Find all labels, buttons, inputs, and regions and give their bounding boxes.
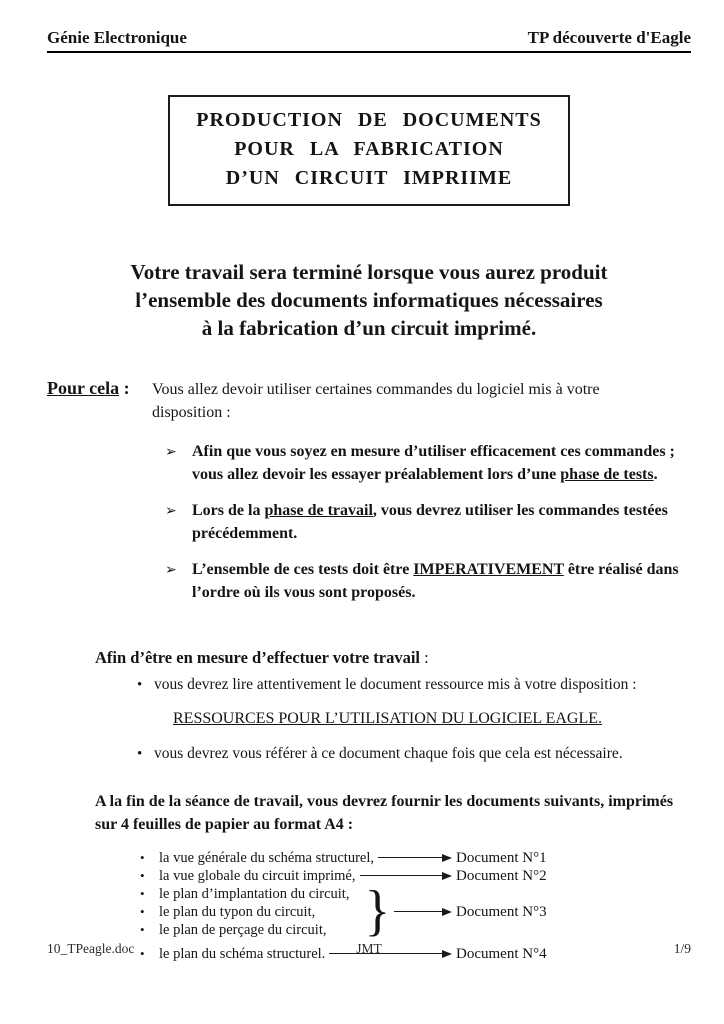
intro-line-1: Votre travail sera terminé lorsque vous aurez produit	[130, 260, 608, 284]
directive-text: L’ensemble de ces tests doit être IMPERATIVEMENT être réalisé dans l’ordre où ils vous sont proposés.	[192, 561, 679, 601]
bullet-icon: •	[140, 922, 145, 937]
footer-filename: 10_TPeagle.doc	[47, 941, 135, 956]
intro-line-2: l’ensemble des documents informatiques nécessaires	[135, 288, 603, 312]
page-footer	[47, 941, 691, 957]
bullet-icon: •	[140, 946, 145, 961]
deliverable-item: • le plan du typon du circuit, Document N°3	[140, 903, 592, 921]
header-document-title: TP découverte d'Eagle	[527, 28, 691, 47]
resource-bullet-text: vous devrez lire attentivement le document ressource mis à votre disposition :	[154, 676, 637, 693]
intro-statement	[47, 258, 691, 342]
resource-doc-title: RESSOURCES POUR L’UTILISATION DU LOGICIEL EAGLE.	[173, 710, 603, 727]
directive-item	[165, 558, 685, 604]
deliverables-section	[95, 790, 691, 963]
bullet-icon: •	[137, 746, 143, 762]
pour-cela-label: Pour cela :	[47, 378, 130, 398]
document-number-label: Document N°4	[456, 945, 547, 962]
intro-line-3: à la fabrication d’un circuit imprimé.	[201, 316, 537, 340]
resource-bullet-item	[137, 743, 691, 765]
title-box	[168, 95, 570, 206]
page-header	[47, 0, 691, 53]
chevron-bullet-icon: ➢	[165, 444, 177, 460]
deliverable-item: • le plan de perçage du circuit,	[140, 921, 327, 938]
bullet-icon: •	[140, 850, 145, 865]
document-number-label: Document N°1	[456, 849, 547, 866]
bullet-icon: •	[140, 904, 145, 919]
grouping-brace-icon: }	[364, 880, 391, 942]
chevron-bullet-icon: ➢	[165, 503, 177, 519]
header-course-title: Génie Electronique	[47, 28, 187, 47]
bullet-icon: •	[137, 677, 143, 693]
title-line-2: POUR LA FABRICATION	[234, 138, 504, 160]
directives-list	[165, 440, 691, 604]
resource-bullet-item	[137, 674, 691, 696]
deliverable-item: • la vue générale du schéma structurel, Document N°1	[140, 849, 592, 867]
title-line-1: PRODUCTION DE DOCUMENTS	[196, 109, 542, 131]
bullet-icon: •	[140, 886, 145, 901]
arrow-connector-icon	[378, 849, 452, 867]
resources-heading: Afin d’être en mesure d’effectuer votre travail :	[95, 648, 429, 667]
title-line-3: D’UN CIRCUIT IMPRIIME	[225, 167, 513, 189]
deliverable-item: • la vue globale du circuit imprimé, Document N°2	[140, 867, 592, 885]
directive-item	[165, 499, 685, 545]
deliverable-item: • le plan d’implantation du circuit,	[140, 885, 350, 902]
document-number-label: Document N°2	[456, 867, 547, 884]
pour-cela-text: Vous allez devoir utiliser certaines commandes du logiciel mis à votre disposition :	[152, 381, 600, 421]
footer-page-number: 1/9	[673, 941, 692, 956]
footer-author: JMT	[356, 941, 382, 956]
deliverables-heading: A la fin de la séance de travail, vous devrez fournir les documents suivants, imprimés sur 4 feuilles de papier au format A4 :	[95, 793, 674, 833]
directive-text: Afin que vous soyez en mesure d’utiliser efficacement ces commandes ; vous allez devoir les essayer préalablement lors d’une phase de tests.	[192, 443, 675, 483]
resources-section	[95, 648, 691, 765]
directive-text: Lors de la phase de travail, vous devrez utiliser les commandes testées précédemment.	[192, 502, 668, 542]
pour-cela-section	[47, 378, 691, 424]
header-rule	[47, 28, 691, 53]
resource-bullet-text: vous devrez vous référer à ce document chaque fois que cela est nécessaire.	[154, 745, 623, 762]
directive-item	[165, 440, 685, 486]
document-number-label: Document N°3	[456, 903, 547, 920]
chevron-bullet-icon: ➢	[165, 562, 177, 578]
bullet-icon: •	[140, 868, 145, 883]
arrow-connector-icon	[394, 903, 452, 921]
deliverable-item: • le plan du schéma structurel. Document N°4	[140, 945, 592, 963]
